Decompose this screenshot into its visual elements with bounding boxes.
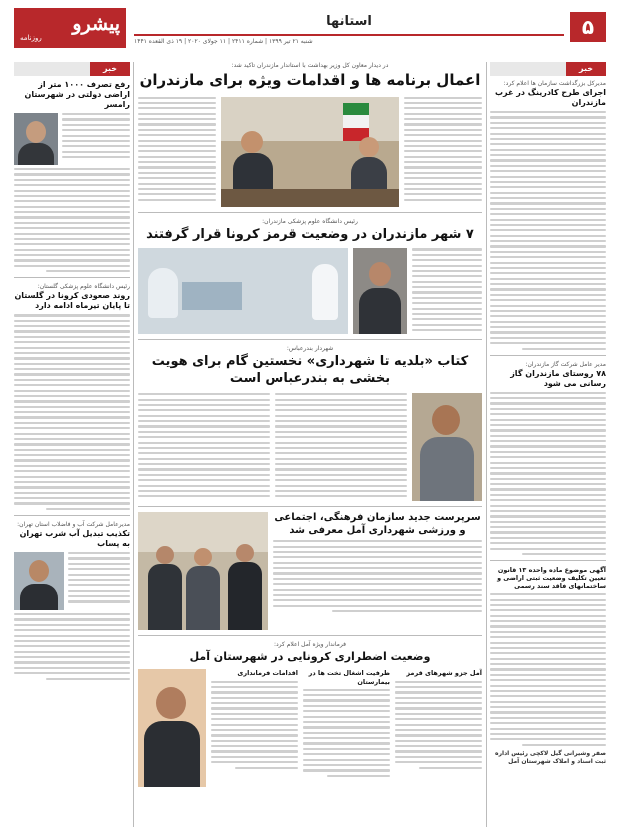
portrait-photo — [14, 552, 64, 610]
story-block — [14, 113, 130, 165]
story-kicker: مدیرکل بزرگداشت سازمان ها اعلام کرد: — [503, 80, 606, 87]
book-kicker: شهردار بندرعباس: — [286, 345, 334, 353]
story-body — [62, 113, 130, 165]
meeting-photo — [221, 97, 399, 207]
amol-headline[interactable]: وضعیت اضطراری کرونایی در شهرستان آمل — [189, 650, 431, 664]
portrait-photo — [14, 113, 58, 165]
story-body — [14, 314, 130, 510]
notice-signature: صفر وشیرانی گیل لاکچی رئیس اداره ثبت اسناد و املاک شهرستان آمل — [495, 749, 606, 766]
story-kicker: رئیس دانشگاه علوم پزشکی گلستان: — [37, 283, 130, 291]
book-headline[interactable]: کتاب «بلدیه تا شهرداری» نخستین گام برای هویت بخشی به بندرعباس است — [151, 354, 469, 387]
divider — [14, 515, 130, 516]
corona-story — [138, 248, 482, 334]
amol-subhead: آمل جزو شهرهای قرمز — [406, 669, 482, 678]
column-divider — [486, 62, 487, 827]
page-number: ۵ — [570, 12, 606, 42]
story-body — [273, 540, 482, 612]
masthead — [14, 8, 606, 54]
corona-kicker: رئیس دانشگاه علوم پزشکی مازندران: — [262, 217, 358, 225]
divider — [138, 506, 482, 507]
section-rule — [134, 34, 564, 36]
story-body — [14, 168, 130, 272]
story-headline[interactable]: اجرای طرح کادرینگ در غرب مازندران — [495, 88, 606, 107]
logo-subtitle: روزنامه — [20, 34, 42, 42]
culture-headline[interactable]: سرپرست جدید سازمان فرهنگی، اجتماعی و ورزشی شهرداری آمل معرفی شد — [274, 512, 481, 536]
notice-body — [490, 593, 606, 746]
amol-subhead: اقدامات فرمانداری — [237, 669, 298, 678]
lead-headline[interactable]: اعمال برنامه ها و اقدامات ویژه برای مازندران — [139, 71, 481, 89]
story-body — [395, 681, 482, 769]
divider — [14, 277, 130, 278]
story-body — [275, 393, 407, 501]
left-column — [14, 62, 130, 827]
right-column — [490, 62, 606, 827]
story-body — [68, 552, 130, 610]
divider — [490, 560, 606, 561]
story-kicker: مدیر عامل شرکت گاز مازندران: — [525, 360, 606, 368]
story-body — [211, 681, 298, 769]
divider — [138, 635, 482, 636]
story-kicker: مدیرعامل شرکت آب و فاضلاب استان تهران: — [17, 521, 130, 528]
logo-title: پیشرو — [72, 13, 120, 35]
book-story — [138, 393, 482, 501]
story-block — [14, 552, 130, 610]
section-title: استانها — [326, 14, 372, 29]
portrait-photo — [412, 393, 482, 501]
divider — [138, 212, 482, 213]
news-tab-label: خبر — [566, 62, 606, 76]
story-body — [490, 392, 606, 555]
culture-story — [138, 512, 482, 630]
news-tab — [490, 62, 606, 76]
ceremony-photo — [138, 512, 268, 630]
story-body — [490, 111, 606, 350]
newspaper-logo — [14, 8, 126, 48]
notice-headline[interactable]: آگهی موضوع ماده واحده ۱۳ قانون تعیین تکلیف وضعیت ثبتی اراضی و ساختمانهای فاقد سند رسمی — [497, 566, 606, 591]
story-body — [14, 613, 130, 680]
main-column — [138, 62, 482, 827]
story-body — [138, 393, 270, 501]
story-body — [138, 97, 216, 207]
divider — [490, 355, 606, 356]
lead-kicker: در دیدار معاون کل وزیر بهداشت با استاندار مازندران تأکید شد: — [231, 62, 389, 69]
story-headline[interactable]: رفع تصرف ۱۰۰۰ متر از اراضی دولتی در شهرستان رامسر — [24, 80, 130, 109]
story-headline[interactable]: روند صعودی کرونا در گلستان تا پایان تیرماه ادامه دارد — [14, 291, 130, 311]
column-divider — [133, 62, 134, 827]
hospital-photo — [138, 248, 348, 334]
portrait-photo — [353, 248, 407, 334]
news-tab-label: خبر — [90, 62, 130, 76]
amol-col — [303, 669, 390, 787]
culture-text — [273, 512, 482, 630]
news-tab — [14, 62, 130, 76]
divider — [138, 339, 482, 340]
story-body — [412, 248, 482, 334]
story-body — [303, 689, 390, 777]
story-headline[interactable]: تکذیب تبدیل آب شرب تهران به پساب — [19, 529, 130, 548]
portrait-photo — [138, 669, 206, 787]
amol-story — [138, 669, 482, 787]
lead-story — [138, 97, 482, 207]
corona-headline[interactable]: ۷ شهر مازندران در وضعیت قرمز کرونا قرار گرفتند — [146, 226, 474, 242]
date-line: شنبه ۲۱ تیر ۱۳۹۹ | شماره ۲۴۱۱ | ۱۱ جولای ۲۰۲۰ | ۱۹ ذی القعده ۱۴۴۱ — [134, 38, 313, 45]
amol-subhead: ظرفیت اشغال تخت ها در بیمارستان — [308, 669, 390, 686]
amol-kicker: فرماندار ویژه آمل اعلام کرد: — [273, 641, 347, 649]
story-body — [404, 97, 482, 207]
amol-col — [211, 669, 298, 787]
story-headline[interactable]: ۷۸ روستای مازندران گاز رسانی می شود — [510, 368, 606, 388]
amol-col — [395, 669, 482, 787]
